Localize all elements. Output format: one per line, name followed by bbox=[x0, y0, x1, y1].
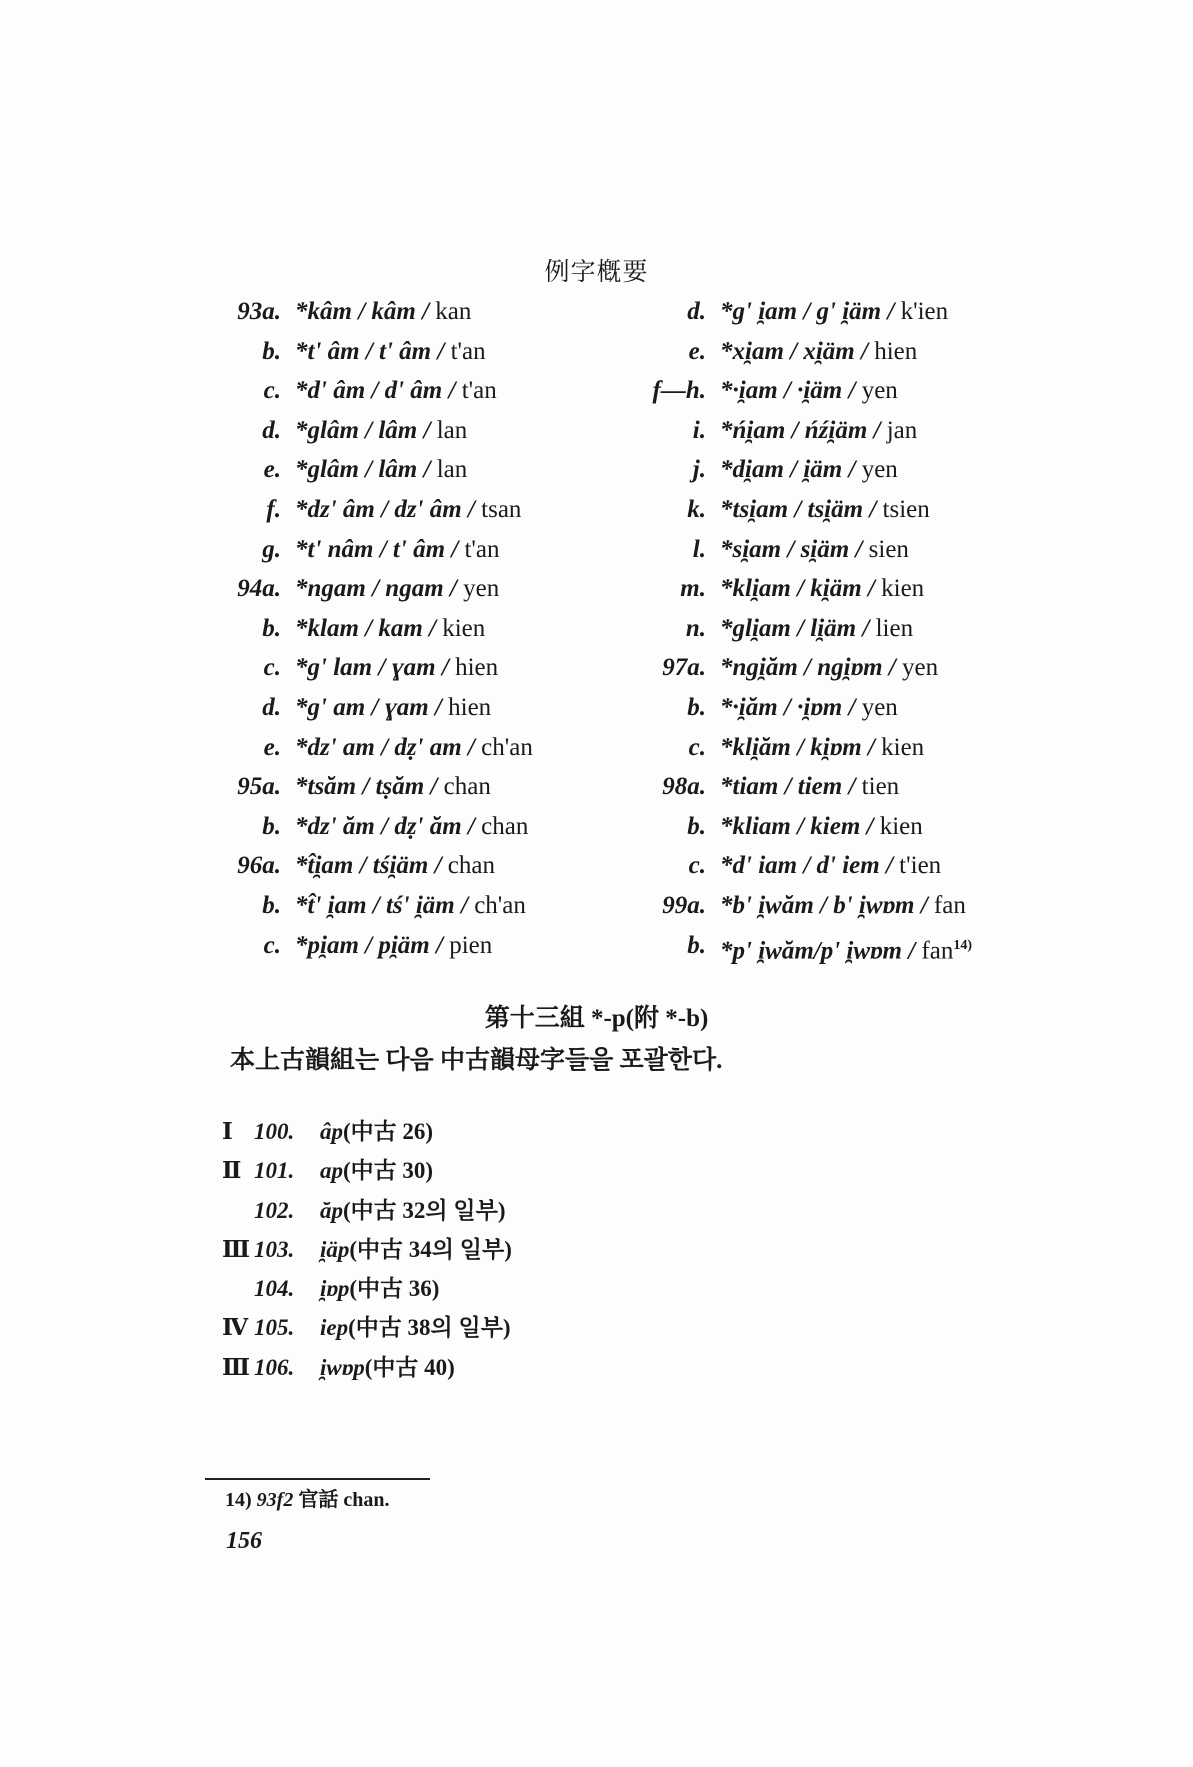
example-entry bbox=[650, 688, 1070, 728]
entry-label: l. bbox=[692, 535, 706, 563]
entry-label: k. bbox=[687, 495, 706, 523]
entry-reading: lien bbox=[875, 614, 914, 642]
example-entry bbox=[650, 609, 1070, 649]
entry-form: *·i̯ăm / ·i̯ɒm / yen bbox=[720, 693, 898, 721]
grade-numeral bbox=[222, 1191, 254, 1230]
example-entry bbox=[215, 767, 635, 807]
example-entry bbox=[650, 450, 1070, 490]
entry-label: b. bbox=[262, 614, 281, 642]
final-number: 101. bbox=[254, 1158, 295, 1184]
final-row bbox=[222, 1191, 922, 1230]
final-number: 106. bbox=[254, 1354, 295, 1380]
final-item bbox=[320, 1112, 433, 1151]
entry-label: b. bbox=[687, 812, 706, 840]
final-number: 105. bbox=[254, 1315, 295, 1341]
entry-label: c. bbox=[263, 931, 281, 959]
entry-reading: tsan bbox=[481, 495, 522, 523]
left-column bbox=[215, 292, 635, 965]
final-form: i̯ɒp bbox=[320, 1276, 350, 1302]
grade-numeral: Ⅱ bbox=[222, 1157, 242, 1185]
entry-reading: chan bbox=[481, 812, 529, 840]
entry-label: d. bbox=[262, 416, 281, 444]
example-entry bbox=[215, 728, 635, 768]
entry-reading: chan bbox=[443, 773, 491, 801]
final-number: 103. bbox=[254, 1236, 295, 1262]
section-title: 第十三組 *-p(附 *-b) bbox=[484, 1005, 709, 1032]
example-entry bbox=[650, 648, 1070, 688]
entry-label: j. bbox=[692, 456, 706, 484]
entry-reading: kien bbox=[881, 733, 925, 761]
example-entry bbox=[215, 371, 635, 411]
entry-reading: yen bbox=[861, 693, 898, 721]
entry-reading: fan bbox=[933, 891, 966, 919]
entry-form: *t̂i̯am / tśi̯äm / chan bbox=[295, 852, 495, 880]
final-item bbox=[320, 1269, 439, 1308]
entry-reading: hien bbox=[448, 693, 492, 721]
page-number: 156 bbox=[226, 1528, 262, 1554]
entry-reading: kan bbox=[435, 298, 472, 325]
entry-label: b. bbox=[262, 812, 281, 840]
entry-form: *t̂' i̯am / tś' i̯äm / ch'an bbox=[295, 891, 526, 919]
footnote-ref-mark: 14) bbox=[953, 937, 973, 953]
entry-reading: lan bbox=[436, 456, 468, 484]
final-item bbox=[320, 1308, 511, 1347]
final-item bbox=[320, 1230, 512, 1269]
example-entry bbox=[650, 926, 1070, 966]
example-entry bbox=[650, 886, 1070, 926]
entry-form: *ngam / ngam / yen bbox=[295, 575, 500, 603]
entry-label: c. bbox=[688, 852, 706, 880]
final-note: (中古 30) bbox=[343, 1158, 434, 1184]
entry-label: b. bbox=[687, 931, 706, 959]
entry-label: b. bbox=[262, 337, 281, 365]
final-item bbox=[320, 1191, 505, 1230]
entry-reading: sien bbox=[868, 535, 909, 563]
example-entry bbox=[650, 490, 1070, 530]
example-entry bbox=[215, 807, 635, 847]
entry-reading: lan bbox=[436, 416, 468, 444]
entry-form: *pi̯am / pi̯äm / pien bbox=[295, 931, 493, 959]
example-entry bbox=[650, 292, 1070, 332]
footnote-ref: 93f2 bbox=[256, 1489, 294, 1511]
final-row bbox=[222, 1308, 922, 1347]
footnote-rule bbox=[205, 1478, 430, 1480]
entry-form: *kâm / kâm / kan bbox=[295, 298, 472, 325]
example-entry bbox=[215, 569, 635, 609]
footnote-mark: 14) bbox=[225, 1489, 252, 1511]
final-row bbox=[222, 1269, 922, 1308]
example-entry bbox=[650, 846, 1070, 886]
entry-form: *dz' ăm / dẓ' ăm / chan bbox=[295, 812, 529, 840]
example-entry bbox=[215, 688, 635, 728]
entry-label: 97a. bbox=[662, 654, 706, 682]
entry-form: *glâm / lâm / lan bbox=[295, 456, 468, 484]
entry-label: c. bbox=[263, 654, 281, 682]
example-entry bbox=[650, 530, 1070, 570]
example-entry bbox=[650, 767, 1070, 807]
entry-label: g. bbox=[262, 535, 281, 563]
entry-reading: pien bbox=[449, 931, 493, 959]
section-description: 本上古韻組는 다음 中古韻母字들을 포괄한다. bbox=[230, 1047, 723, 1074]
grade-numeral: Ⅳ bbox=[222, 1314, 249, 1342]
entry-form: *kli̯am / ki̯äm / kien bbox=[720, 575, 925, 603]
entry-form: *g' i̯am / g' i̯äm / k'ien bbox=[720, 298, 949, 325]
final-row bbox=[222, 1230, 922, 1269]
example-entry bbox=[215, 292, 635, 332]
entry-reading: fan bbox=[921, 936, 954, 964]
final-note: (中古 38의 일부) bbox=[348, 1315, 511, 1341]
entry-form: *gli̯am / li̯äm / lien bbox=[720, 614, 914, 642]
entry-form: *di̯am / i̯äm / yen bbox=[720, 456, 898, 484]
entry-label: 95a. bbox=[237, 773, 281, 801]
example-entry bbox=[215, 846, 635, 886]
entry-form: *tiam / tiem / tien bbox=[720, 773, 900, 801]
grade-numeral: Ⅲ bbox=[222, 1235, 251, 1263]
example-entry bbox=[215, 411, 635, 451]
entry-reading: tsien bbox=[882, 495, 930, 523]
final-item bbox=[320, 1348, 455, 1387]
entry-form: *kli̯ăm / ki̯ɒm / kien bbox=[720, 733, 925, 761]
entry-form: *ńi̯am / ńźi̯äm / jan bbox=[720, 416, 918, 444]
entry-reading: k'ien bbox=[900, 298, 949, 325]
entry-label: b. bbox=[262, 891, 281, 919]
example-entry bbox=[650, 332, 1070, 372]
final-note: (中古 36) bbox=[349, 1276, 440, 1302]
entry-label: i. bbox=[692, 416, 706, 444]
entry-reading: t'an bbox=[464, 535, 500, 563]
entry-form: *t' âm / t' âm / t'an bbox=[295, 337, 486, 365]
entry-form: *·i̯am / ·i̯äm / yen bbox=[720, 377, 898, 405]
entry-label: c. bbox=[688, 733, 706, 761]
entry-form: *g' lam / ɣam / hien bbox=[295, 654, 499, 682]
entry-form: *xi̯am / xi̯äm / hien bbox=[720, 337, 918, 365]
grade-numeral bbox=[222, 1269, 254, 1308]
entry-form: *b' i̯wăm / b' i̯wɒm / fan bbox=[720, 891, 966, 919]
entry-form: *ngi̯ăm / ngi̯ɒm / yen bbox=[720, 654, 939, 682]
entry-label: d. bbox=[262, 693, 281, 721]
entry-form: *kliam / kiem / kien bbox=[720, 812, 923, 840]
footnote bbox=[225, 1483, 389, 1512]
entry-form: *d' âm / d' âm / t'an bbox=[295, 377, 497, 405]
entry-label: d. bbox=[687, 298, 706, 325]
entry-form: *g' am / ɣam / hien bbox=[295, 693, 492, 721]
entry-form: *t' nâm / t' âm / t'an bbox=[295, 535, 500, 563]
final-number: 100. bbox=[254, 1119, 295, 1144]
entry-form: *p' i̯wăm/p' i̯wɒm / fan$^{14)}$ bbox=[720, 936, 973, 964]
right-column bbox=[650, 292, 1070, 965]
entry-reading: jan bbox=[886, 416, 918, 444]
entry-reading: ch'an bbox=[474, 891, 526, 919]
example-entry bbox=[215, 450, 635, 490]
entry-label: e. bbox=[688, 337, 706, 365]
final-row bbox=[222, 1112, 922, 1151]
final-row bbox=[222, 1151, 922, 1190]
finals-list bbox=[222, 1112, 922, 1387]
entry-reading: t'ien bbox=[899, 852, 942, 880]
entry-reading: kien bbox=[881, 575, 925, 603]
entry-reading: t'an bbox=[450, 337, 486, 365]
final-number: 104. bbox=[254, 1276, 295, 1302]
entry-label: e. bbox=[263, 456, 281, 484]
entry-label: c. bbox=[263, 377, 281, 405]
entry-label: b. bbox=[687, 693, 706, 721]
example-entry bbox=[215, 332, 635, 372]
final-form: i̯wɒp bbox=[320, 1354, 365, 1380]
entry-label: 99a. bbox=[662, 891, 706, 919]
final-form: i̯äp bbox=[320, 1236, 350, 1262]
entry-form: *klam / kam / kien bbox=[295, 614, 486, 642]
entry-label: n. bbox=[685, 614, 706, 642]
entry-form: *tsi̯am / tsi̯äm / tsien bbox=[720, 495, 930, 523]
final-form: âp bbox=[320, 1119, 343, 1144]
example-entry bbox=[215, 530, 635, 570]
final-note: (中古 32의 일부) bbox=[343, 1197, 506, 1223]
example-entry bbox=[650, 411, 1070, 451]
entry-form: *d' iam / d' iem / t'ien bbox=[720, 852, 942, 880]
grade-numeral: Ⅲ bbox=[222, 1353, 251, 1381]
entry-label: f—h. bbox=[652, 377, 706, 405]
entry-reading: yen bbox=[861, 377, 898, 405]
entry-label: m. bbox=[680, 575, 706, 603]
grade-numeral: Ⅰ bbox=[222, 1118, 233, 1145]
example-entry bbox=[215, 926, 635, 966]
entry-form: *dz' am / dẓ' am / ch'an bbox=[295, 733, 533, 761]
entry-label: 98a. bbox=[662, 773, 706, 801]
entry-reading: kien bbox=[879, 812, 923, 840]
entry-label: e. bbox=[263, 733, 281, 761]
entry-form: *dz' âm / dz' âm / tsan bbox=[295, 495, 522, 523]
entry-label: 96a. bbox=[237, 852, 281, 880]
final-note: (中古 26) bbox=[343, 1119, 434, 1144]
entry-form: *si̯am / si̯äm / sien bbox=[720, 535, 909, 563]
example-entry bbox=[650, 569, 1070, 609]
entry-reading: ch'an bbox=[481, 733, 533, 761]
entry-reading: yen bbox=[463, 575, 500, 603]
footnote-text: 官話 chan. bbox=[298, 1489, 390, 1511]
final-form: ăp bbox=[320, 1197, 343, 1223]
entry-reading: t'an bbox=[461, 377, 497, 405]
final-form: iep bbox=[320, 1315, 349, 1341]
entry-label: f. bbox=[266, 495, 281, 523]
entry-reading: hien bbox=[455, 654, 499, 682]
entry-reading: chan bbox=[447, 852, 495, 880]
entry-form: *tsăm / tṣăm / chan bbox=[295, 773, 491, 801]
page-header: 例字槪要 bbox=[544, 259, 649, 286]
example-entry bbox=[650, 807, 1070, 847]
final-form: ap bbox=[320, 1158, 343, 1184]
final-row bbox=[222, 1348, 922, 1387]
entry-label: 94a. bbox=[237, 575, 281, 603]
entry-reading: yen bbox=[901, 654, 939, 682]
final-number: 102. bbox=[254, 1197, 295, 1223]
entry-reading: hien bbox=[874, 337, 918, 365]
final-note: (中古 40) bbox=[364, 1354, 455, 1380]
entry-form: *glâm / lâm / lan bbox=[295, 416, 468, 444]
example-entry bbox=[650, 371, 1070, 411]
entry-reading: tien bbox=[861, 773, 900, 801]
entry-reading: kien bbox=[442, 614, 486, 642]
example-entry bbox=[650, 728, 1070, 768]
example-entry bbox=[215, 886, 635, 926]
final-note: (中古 34의 일부) bbox=[349, 1236, 512, 1262]
example-entry bbox=[215, 490, 635, 530]
entry-label: 93a. bbox=[237, 298, 281, 325]
entry-reading: yen bbox=[861, 456, 898, 484]
example-entry bbox=[215, 648, 635, 688]
final-item bbox=[320, 1151, 433, 1190]
example-entry bbox=[215, 609, 635, 649]
